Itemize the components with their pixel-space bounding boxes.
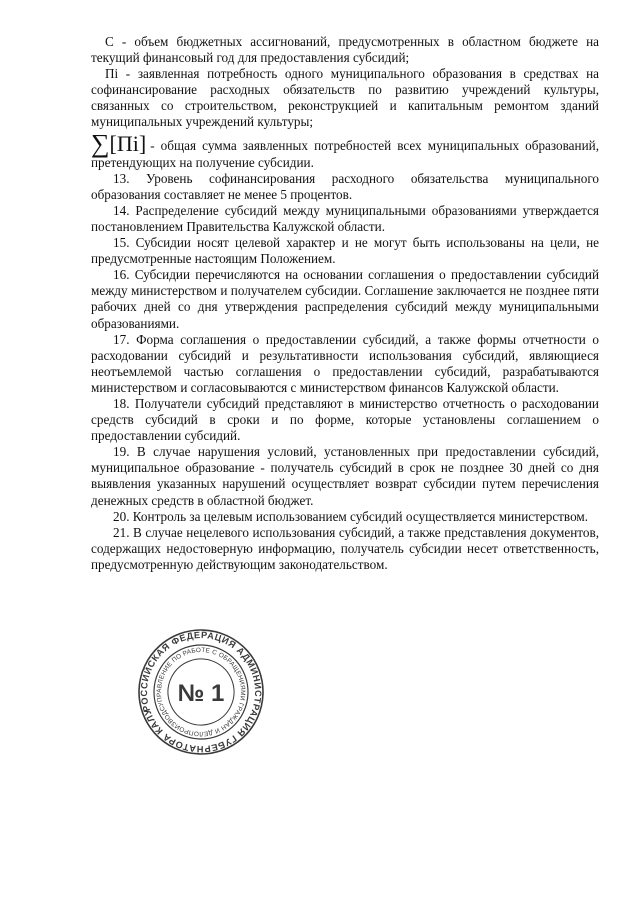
sum-symbol: ∑ [91, 128, 110, 158]
paragraph-17: 17. Форма соглашения о предоставлении субсидий, а также формы отчетности о расходовании субсидий и результативности использования субсидий, являющиеся неотъемлемой частью соглашения о предоставлении субсидий, разрабатываются министерством и согласовываются с министерством финансов Калужской области. [91, 331, 599, 395]
seal-icon [136, 627, 266, 757]
sum-description-line2: претендующих на получение субсидии. [91, 154, 314, 170]
paragraph-21: 21. В случае нецелевого использования субсидий, а также представления документов, содержащих недостоверную информацию, получатель субсидии несет ответственность, предусмотренную действующим законодательством. [91, 524, 599, 572]
seal-number: № 1 [177, 680, 225, 707]
paragraph-16: 16. Субсидии перечисляются на основании соглашения о предоставлении субсидий между министерством и получателем субсидии. Соглашение заключается не позднее пяти рабочих дней со дня утверждения распределения субсидий между муниципальными образованиями. [91, 267, 599, 331]
paragraph-20: 20. Контроль за целевым использованием субсидий осуществляется министерством. [113, 508, 589, 524]
document-page [91, 34, 599, 573]
seal-outer-text: РОССИЙСКАЯ ФЕДЕРАЦИЯ АДМИНИСТРАЦИЯ ГУБЕРНАТОРА КАЛУЖСКОЙ [138, 629, 264, 755]
paragraph-18: 18. Получатели субсидий представляют в министерство отчетность о расходовании средств субсидий в сроки и по форме, которые установлены соглашением о предоставлении субсидий. [91, 395, 599, 444]
paragraph-13: 13. Уровень софинансирования расходного обязательства муниципального образования составляет не менее 5 процентов. [91, 170, 599, 202]
paragraph-c-definition: С - объем бюджетных ассигнований, предусмотренных в областном бюджете на текущий финансовый год для предоставления субсидий; [91, 34, 599, 66]
paragraph-pi-definition: Пi - заявленная потребность одного муниципального образования в средствах на софинансирование расходных обязательств по развитию учреждений культуры, связанных со строительством, реконструкцией и капитальным ремонтом зданий муниципальных учреждений культуры; [91, 66, 599, 130]
official-seal-stamp [136, 627, 266, 757]
sum-term: [Пi] [109, 130, 147, 156]
sum-formula [91, 128, 147, 158]
paragraph-19: 19. В случае нарушения условий, установленных при предоставлении субсидий, муниципальное образование - получатель субсидий в срок не позднее 30 дней со дня выявления указанных нарушений осуществляет возврат субсидии путем перечисления денежных средств в областной бюджет. [91, 444, 599, 508]
paragraph-15: 15. Субсидии носят целевой характер и не могут быть использованы на цели, не предусмотренные настоящим Положением. [91, 235, 599, 267]
sum-formula-row [91, 128, 599, 158]
sum-description-line1: - общая сумма заявленных потребностей всех муниципальных образований, [150, 138, 599, 154]
paragraph-14: 14. Распределение субсидий между муниципальными образованиями утверждается постановлением Правительства Калужской области. [91, 202, 599, 234]
seal-inner-text: УПРАВЛЕНИЕ ПО РАБОТЕ С ОБРАЩЕНИЯМИ ГРАЖДАН И ДЕЛОПРОИЗВОДСТВУ [155, 646, 247, 738]
